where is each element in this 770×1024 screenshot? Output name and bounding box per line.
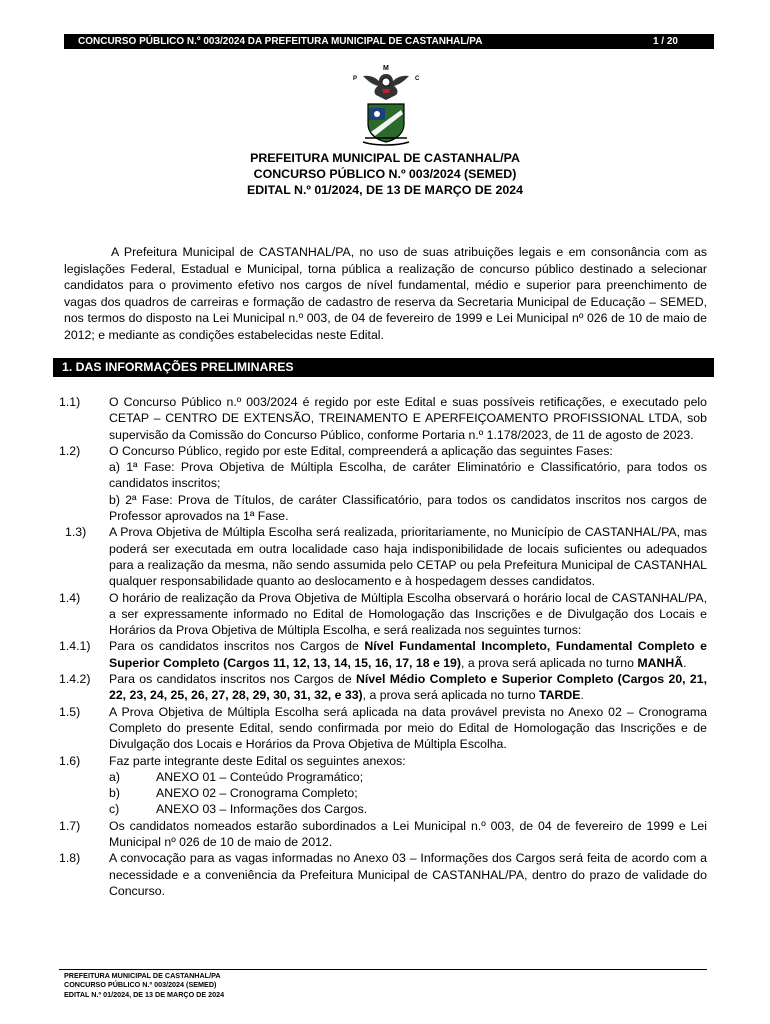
item-number: 1.4): [59, 590, 81, 605]
item-text: Faz parte integrante deste Edital os seguintes anexos:: [109, 753, 406, 768]
list-item: [59, 753, 707, 818]
footer-line: EDITAL N.º 01/2024, DE 13 DE MARÇO DE 2024: [64, 989, 225, 999]
municipal-seal-emblem: [345, 62, 427, 146]
list-item: [59, 443, 707, 524]
intro-paragraph-block: [64, 244, 707, 343]
item-number: 1.4.2): [59, 672, 91, 687]
annex-item: [109, 769, 707, 785]
item-text: O horário de realização da Prova Objetiva de Múltipla Escolha observará o horário local de CASTANHAL/PA, a ser expressamente informado no Edital de Homologação das Inscrições e de Divulgação dos Locais e Horários da Prova Objetiva de Múltipla Escolha, e será realizada nos seguintes turnos:: [109, 590, 707, 638]
annex-letter: c): [109, 802, 120, 817]
annex-letter: a): [109, 769, 120, 784]
page-number: 1 / 20: [652, 36, 678, 47]
item-number: 1.2): [59, 443, 81, 458]
list-item: [59, 394, 707, 443]
annex-text: ANEXO 02 – Cronograma Completo;: [156, 786, 358, 801]
item-text-bold: Nível Fundamental Incompleto, Fundamental Completo e Superior Completo (Cargos 11, 12, 13, 14, 15, 16, 17, 18 e 19): [109, 639, 707, 670]
list-item: [59, 590, 707, 639]
title-line: EDITAL N.º 01/2024, DE 13 DE MARÇO DE 2024: [246, 183, 524, 197]
seal-letter-c: C: [415, 76, 420, 82]
item-text: O Concurso Público, regido por este Edital, compreenderá a aplicação das seguintes Fases:: [109, 443, 613, 458]
list-item: [59, 524, 707, 589]
item-text: Os candidatos nomeados estarão subordinados a Lei Municipal n.º 003, de 04 de fevereiro de 1999 e Lei Municipal nº 026 de 10 de maio de 2012.: [109, 818, 707, 850]
list-item: [59, 671, 707, 704]
item-text-part: , a prova será aplicada no turno: [362, 688, 540, 703]
page-header-bar: [64, 34, 714, 49]
footer-line: PREFEITURA MUNICIPAL DE CASTANHAL/PA: [64, 971, 221, 980]
item-text-bold: TARDE: [539, 688, 581, 703]
document-title-block: [0, 150, 770, 198]
footer-line: CONCURSO PÚBLICO N.º 003/2024 (SEMED): [64, 980, 217, 990]
footer-divider: [59, 969, 707, 970]
item-subtext: b) 2ª Fase: Prova de Títulos, de caráter Classificatório, para todos os candidatos inscritos nos cargos de Professor aprovados na 1ª Fase.: [109, 492, 707, 524]
seal-letter-p: P: [353, 76, 358, 82]
intro-paragraph: A Prefeitura Municipal de CASTANHAL/PA, no uso de suas atribuições legais e em consonância com as legislações Federal, Estadual e Municipal, torna pública a realização de concurso público destinado a selecionar candidatos para o provimento efetivo nos cargos de nível fundamental, médio e superior para preenchimento de vagas dos quadros de carreiras e formação de cadastro de reserva da Secretaria Municipal de Educação – SEMED, nos termos do disposto na Lei Municipal n.º 003, de 04 de fevereiro de 1999 e Lei Municipal nº 026 de 10 de maio de 2012; e mediante as condições estabelecidas neste Edital.: [64, 245, 707, 342]
item-number: 1.4.1): [59, 639, 91, 654]
item-text-part: , a prova será aplicada no turno: [461, 655, 638, 670]
item-number: 1.1): [59, 395, 81, 409]
item-text: A convocação para as vagas informadas no Anexo 03 – Informações dos Cargos será feita de acordo com a necessidade e a conveniência da Prefeitura Municipal de CASTANHAL/PA, dentro do prazo de validade do Concurso.: [109, 851, 707, 898]
item-number: 1.6): [59, 753, 81, 768]
item-text-part: .: [683, 655, 687, 670]
item-text-bold: MANHÃ: [637, 655, 684, 670]
item-text: A Prova Objetiva de Múltipla Escolha será aplicada na data provável prevista no Anexo 02 – Cronograma Completo do presente Edital, sendo confirmada por meio do Edital de Homologação das Inscrições e de Divulgação dos Locais e Horários da Prova Objetiva de Múltipla Escolha.: [109, 704, 707, 752]
item-text: [109, 638, 707, 671]
list-item: [59, 850, 707, 899]
item-text-part: Para os candidatos inscritos nos Cargos de: [109, 639, 365, 654]
item-text-part: Para os candidatos inscritos nos Cargos de: [109, 672, 356, 687]
title-line: PREFEITURA MUNICIPAL DE CASTANHAL/PA: [250, 151, 520, 165]
seal-letter-m: M: [383, 65, 389, 72]
list-item: [59, 818, 707, 851]
item-number: 1.7): [59, 818, 81, 833]
page-footer: [64, 971, 224, 999]
item-text: O Concurso Público n.º 003/2024 é regido por este Edital e suas possíveis retificações, e executado pelo CETAP – CENTRO DE EXTENSÃO, TREINAMENTO E APERFEIÇOAMENTO PROFISSIONAL LTDA, sob supervisão da Comissão do Concurso Público, conforme Portaria n.º 1.178/2023, de 11 de agosto de 2023.: [109, 395, 707, 442]
section-heading: 1. DAS INFORMAÇÕES PRELIMINARES: [62, 360, 294, 374]
list-item: [59, 638, 707, 671]
item-number: 1.5): [59, 704, 81, 719]
item-text: [109, 671, 707, 704]
annex-letter: b): [109, 786, 120, 801]
item-text-part: .: [580, 688, 584, 703]
annex-item: [109, 801, 707, 817]
header-title: CONCURSO PÚBLICO N.º 003/2024 DA PREFEITURA MUNICIPAL DE CASTANHAL/PA: [78, 36, 483, 47]
annex-text: ANEXO 03 – Informações dos Cargos.: [156, 802, 368, 817]
title-line: CONCURSO PÚBLICO N.º 003/2024 (SEMED): [253, 167, 517, 181]
annex-text: ANEXO 01 – Conteúdo Programático;: [156, 769, 364, 784]
item-number: 1.8): [59, 851, 81, 866]
preliminary-items-list: [59, 394, 707, 899]
item-text-bold: Nível Médio Completo e Superior Completo (Cargos 20, 21, 22, 23, 24, 25, 26, 27, 28, 29, 30, 31, 32, e 33): [109, 672, 707, 703]
item-number: 1.3): [65, 525, 87, 540]
item-text: A Prova Objetiva de Múltipla Escolha será realizada, prioritariamente, no Município de CASTANHAL/PA, mas poderá ser executada em outra localidade caso haja indisponibilidade de locais suficientes ou adequados para a realização da mesma, não sendo assumida pelo CETAP ou pela Prefeitura Municipal de CASTANHAL qualquer responsabilidade quanto ao deslocamento e à hospedagem desses candidatos.: [109, 525, 707, 589]
section-heading-bar: [53, 358, 714, 377]
annex-item: [109, 785, 707, 801]
list-item: [59, 704, 707, 753]
item-subtext: a) 1ª Fase: Prova Objetiva de Múltipla Escolha, de caráter Eliminatório e Classificatório, para todos os candidatos inscritos;: [109, 460, 707, 491]
